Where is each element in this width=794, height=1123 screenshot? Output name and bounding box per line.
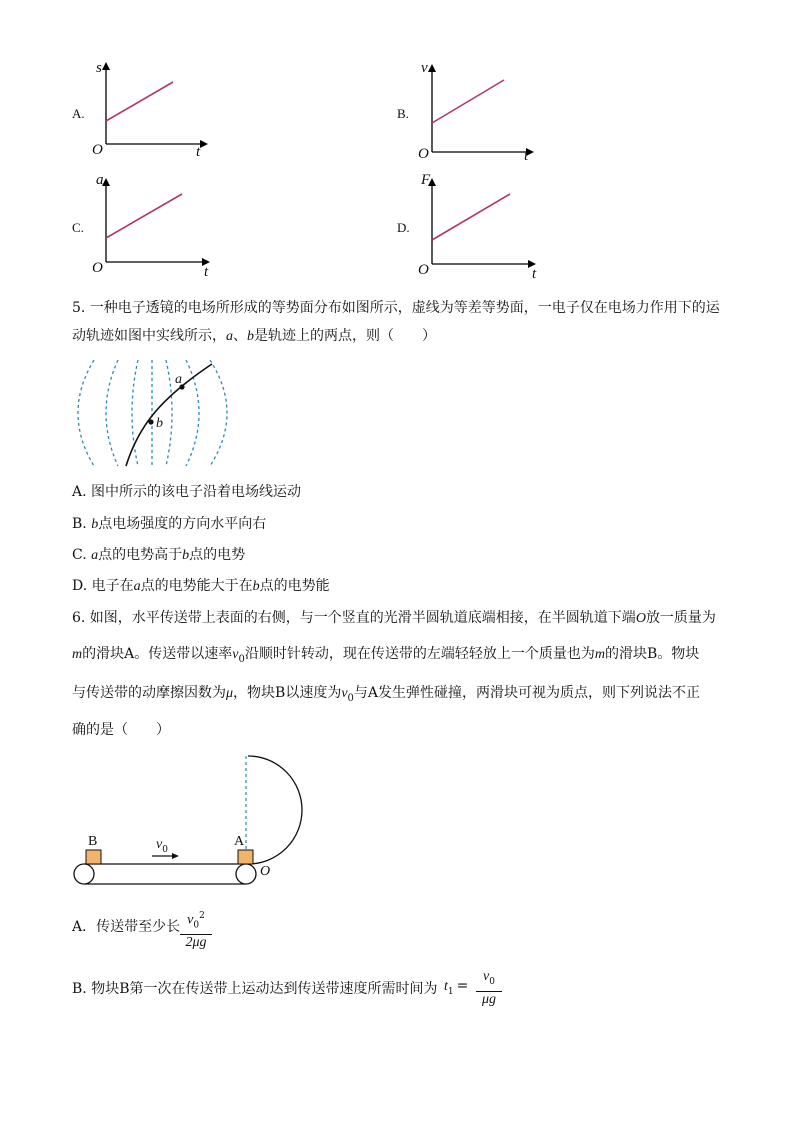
q6-stem-line4: 确的是（ ） <box>72 722 170 738</box>
q6-optA-den: 2μg <box>185 935 207 951</box>
graph-d-origin-label: O <box>418 262 429 278</box>
q5-option-b <box>72 514 266 535</box>
q6-l1-O: O <box>635 611 646 626</box>
q6-l1-text: 6. 如图，水平传送带上表面的右侧，与一个竖直的光滑半圆轨道底端相接，在半圆轨道下端 <box>72 610 636 626</box>
q6-l3-c: 与A发生弹性碰撞，两滑块可视为质点，则下列说法不正 <box>353 685 701 701</box>
q5-figure-label-a: a <box>175 372 182 387</box>
q6-option-b-fraction <box>474 968 504 1008</box>
q6-l1-end: 放一质量为 <box>645 610 716 626</box>
graph-d <box>414 172 546 272</box>
graph-a-y-label: s <box>96 60 102 76</box>
q6-optB-den: μg <box>481 991 497 1007</box>
q5-option-d-point-b: b <box>252 579 260 594</box>
q6-l3-b: ，物块B以速度为 <box>233 685 342 701</box>
q6-fig-v: v <box>156 837 163 852</box>
q5-stem-end: 是轨迹上的两点，则（ ） <box>254 328 436 344</box>
graph-a-option-label: A. <box>72 106 85 121</box>
q5-option-a: A. 图中所示的该电子沿着电场线运动 <box>72 484 302 500</box>
q6-fig-v-sub: 0 <box>162 844 168 855</box>
q6-semicircle-track <box>248 756 302 864</box>
q5-option-b-text: 点电场强度的方向水平向右 <box>98 516 267 532</box>
q5-field-figure <box>66 358 242 468</box>
graph-c-option-label: C. <box>72 220 84 235</box>
q6-l2-a: 的滑块A。传送带以速率 <box>82 646 233 662</box>
q6-option-b-text: B. 物块B第一次在传送带上运动达到传送带速度所需时间为 <box>72 981 438 997</box>
q6-l3-v-sub: 0 <box>347 692 354 704</box>
q6-option-b-eq <box>444 978 468 997</box>
graph-b-y-label: v <box>421 60 428 76</box>
q6-option-b <box>72 968 512 1008</box>
q5-option-d-point-a: a <box>133 579 141 594</box>
q6-block-b <box>86 850 101 864</box>
graph-c-y-label: a <box>96 172 104 188</box>
q5-option-c-mid: 点的电势高于 <box>98 547 183 563</box>
q5-option-b-point: b <box>91 517 99 532</box>
q6-l3-a: 与传送带的动摩擦因数为 <box>72 685 226 701</box>
graph-a-line <box>106 82 173 121</box>
q6-figure-label-v0 <box>156 836 168 855</box>
graph-a-origin-label: O <box>92 142 103 158</box>
q6-optB-t: t <box>444 979 448 994</box>
q5-option-d <box>72 576 330 597</box>
q6-option-a-text: A．传送带至少长 <box>72 919 181 935</box>
graph-c-line <box>106 194 182 238</box>
q6-option-a <box>72 908 272 951</box>
q6-stem-line1 <box>72 608 716 629</box>
q6-conveyor-figure <box>68 750 318 890</box>
q6-option-a-fraction <box>178 908 214 951</box>
q6-left-roller <box>74 864 94 884</box>
q5-stem-line1: 5. 一种电子透镜的电场所形成的等势面分布如图所示，虚线为等差等势面，一电子仅在电场力作用下的运 <box>72 300 720 316</box>
q6-l3-v: v <box>341 686 348 701</box>
q6-stem-line3 <box>72 683 700 709</box>
graph-d-line <box>432 194 510 240</box>
q6-figure-label-a: A <box>234 834 245 849</box>
q5-option-d-prefix: D. 电子在 <box>72 578 134 594</box>
graph-c <box>88 172 220 272</box>
graph-b-origin-label: O <box>418 146 429 162</box>
q5-option-d-mid: 点的电势能大于在 <box>140 578 253 594</box>
q5-option-c-prefix: C. <box>72 547 92 563</box>
graph-c-origin-label: O <box>92 260 103 276</box>
q6-optA-num-sub: 0 <box>193 920 200 931</box>
q6-optA-num-v: v <box>187 912 194 928</box>
graph-b-option-label: B. <box>397 106 409 121</box>
graph-a-x-label: t <box>196 144 201 160</box>
q6-optA-num-sup: 2 <box>199 911 205 921</box>
q6-right-roller <box>236 864 256 884</box>
graph-b-line <box>432 80 504 123</box>
q6-block-a <box>238 850 253 864</box>
q5-point-b-dot <box>148 419 153 424</box>
q5-sep: 、 <box>233 328 247 344</box>
q5-option-c-point-b: b <box>182 548 190 563</box>
q5-figure-label-b: b <box>156 416 163 431</box>
q6-optB-num-v: v <box>483 969 490 984</box>
q6-l2-v: v <box>232 647 239 662</box>
q6-figure-label-b: B <box>88 834 98 849</box>
q5-point-b: b <box>247 329 254 344</box>
graph-d-option-label: D. <box>397 220 410 235</box>
q6-figure-label-o: O <box>260 864 271 879</box>
q5-option-d-end: 点的电势能 <box>259 578 330 594</box>
q6-optB-equals: = <box>456 978 469 994</box>
q6-l2-m2: m <box>594 647 605 662</box>
q5-point-a: a <box>226 329 233 344</box>
q5-option-c-end: 点的电势 <box>189 547 246 563</box>
q5-option-c <box>72 545 245 566</box>
q5-option-b-prefix: B. <box>72 516 92 532</box>
q6-l3-mu: μ <box>226 686 234 701</box>
graph-d-x-label: t <box>532 266 537 282</box>
q6-l2-b: 沿顺时针转动，现在传送带的左端轻轻放上一个质量也为 <box>244 646 595 662</box>
graph-d-y-label: F <box>421 172 431 188</box>
q6-stem-line2 <box>72 644 699 670</box>
q6-optB-t-sub: 1 <box>447 986 454 997</box>
graph-c-x-label: t <box>204 264 209 280</box>
q6-l2-v-sub: 0 <box>238 653 245 665</box>
q6-l2-m: m <box>72 647 83 662</box>
q6-optB-num-sub: 0 <box>489 976 495 987</box>
q5-stem-text: 动轨迹如图中实线所示， <box>72 328 226 344</box>
q6-l2-c: 的滑块B。物块 <box>604 646 700 662</box>
q5-stem-line2 <box>72 326 436 347</box>
graph-b-x-label: t <box>524 148 529 164</box>
q5-option-c-point-a: a <box>91 548 99 563</box>
